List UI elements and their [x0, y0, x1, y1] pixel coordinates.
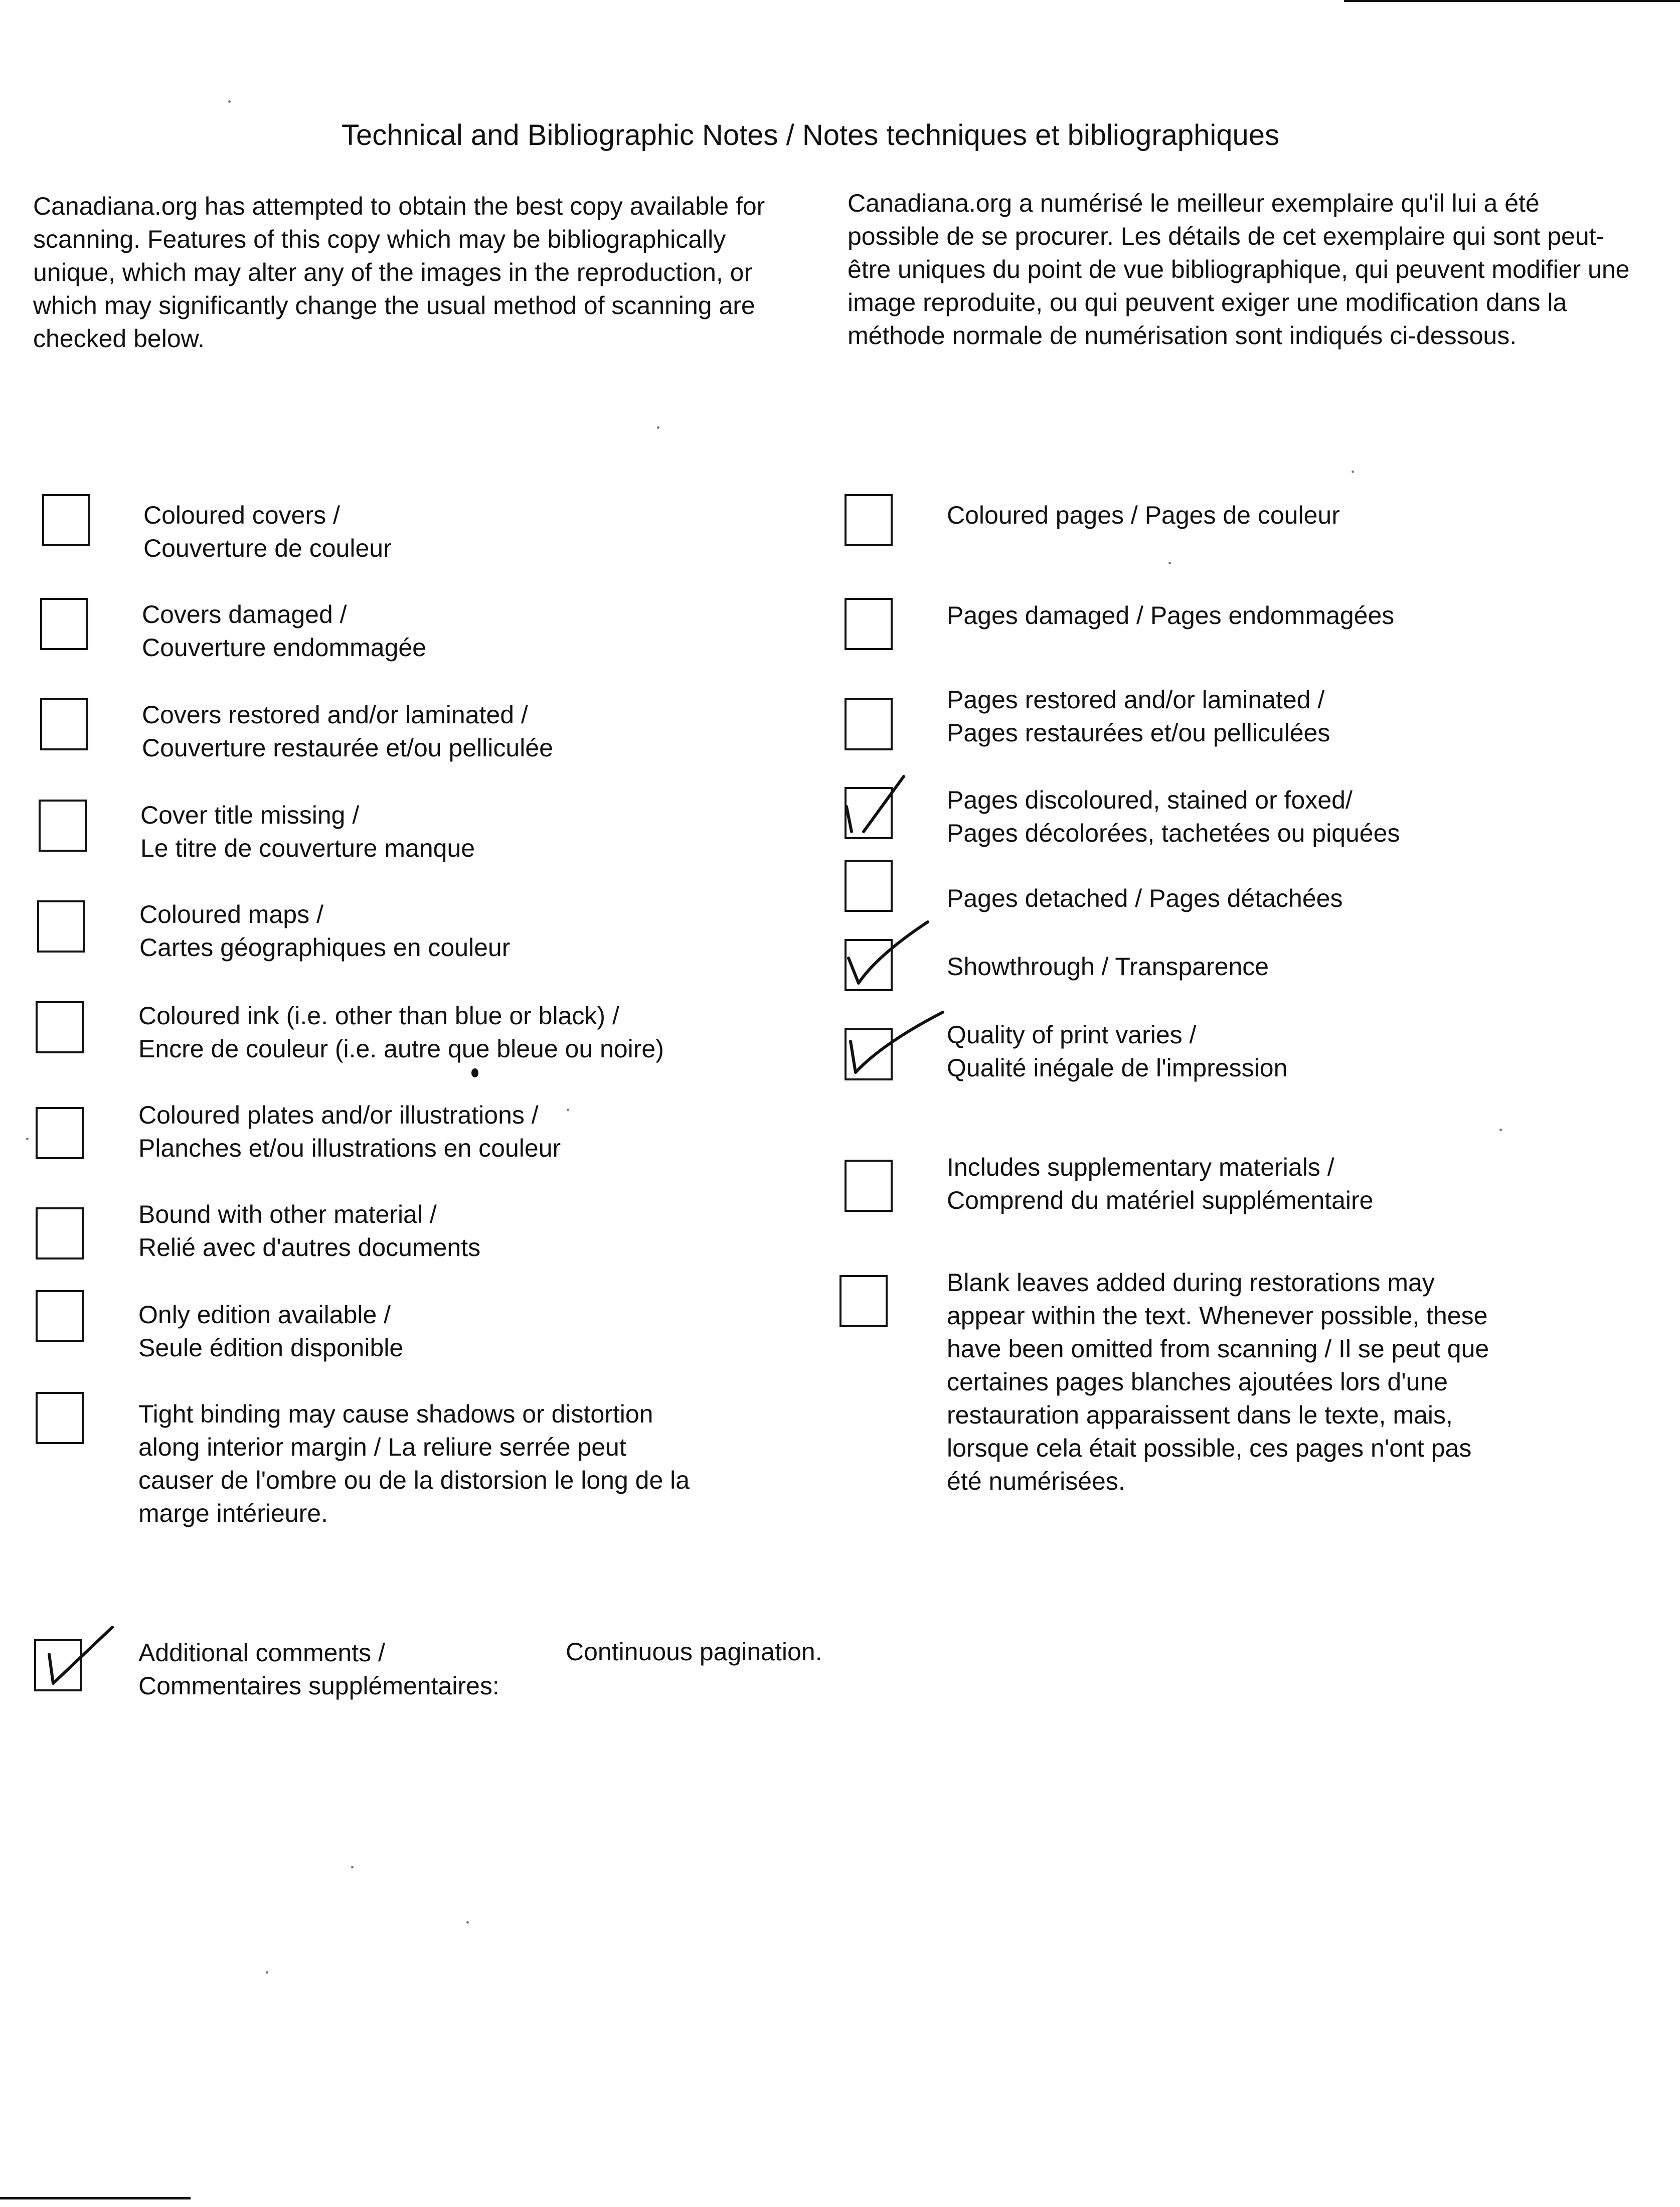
scan-speck: [266, 1971, 268, 1974]
checkmark-icon: [843, 920, 938, 1000]
label-coloured-plates: Coloured plates and/or illustrations / Planches et/ou illustrations en couleur: [138, 1101, 561, 1162]
label-additional-comments: Additional comments / Commentaires supplémentaires:: [138, 1639, 499, 1700]
checkbox-coloured-covers[interactable]: [42, 494, 90, 546]
checkbox-coloured-pages[interactable]: [845, 494, 893, 546]
checkbox-coloured-plates[interactable]: [36, 1107, 84, 1159]
checkbox-tight-binding[interactable]: [36, 1392, 84, 1444]
intro-french: Canadiana.org a numérisé le meilleur exemplaire qu'il lui a été possible de se procurer. Les détails de cet exemplaire qui sont peut-être uniques du point de vue bibliographique, qui peuvent modifier une image reproduite, ou qui peuvent exiger une modification dans la méthode normale de numérisation sont indiqués ci-dessous.: [848, 189, 1630, 350]
page-title: Technical and Bibliographic Notes / Notes techniques et bibliographiques: [341, 119, 1280, 151]
label-coloured-maps: Coloured maps / Cartes géographiques en couleur: [139, 900, 511, 962]
label-cover-title-missing: Cover title missing / Le titre de couverture manque: [140, 801, 475, 862]
checkbox-coloured-ink[interactable]: [36, 1001, 84, 1053]
scan-speck: [228, 100, 231, 103]
label-coloured-covers: Coloured covers / Couverture de couleur: [143, 501, 392, 562]
checkmark-icon: [34, 1619, 129, 1699]
checkmark-icon: [837, 772, 933, 853]
label-covers-restored: Covers restored and/or laminated / Couverture restaurée et/ou pelliculée: [142, 701, 553, 762]
label-tight-binding: Tight binding may cause shadows or distortion along interior margin / La reliure serrée peut causer de l'ombre ou de la distorsion le long de la marge intérieure.: [138, 1400, 690, 1527]
label-blank-leaves: Blank leaves added during restorations may appear within the text. Whenever possible, these have been omitted from scanning / Il se peut que certaines pages blanches ajoutées lors d'une restauration apparaissent dans le texte, mais, lorsque cela était possible, ces pages n'ont pas été numérisées.: [947, 1269, 1489, 1495]
scan-speck: [471, 1068, 478, 1077]
label-pages-detached: Pages detached / Pages détachées: [947, 884, 1343, 912]
bottom-edge-rule: [0, 2197, 191, 2199]
checkbox-covers-damaged[interactable]: [40, 598, 88, 650]
label-pages-restored: Pages restored and/or laminated / Pages restaurées et/ou pelliculées: [947, 686, 1330, 747]
scan-speck: [466, 1921, 469, 1924]
label-covers-damaged: Covers damaged / Couverture endommagée: [142, 600, 426, 662]
label-bound-with-other: Bound with other material / Relié avec d'autres documents: [138, 1200, 481, 1262]
checkbox-pages-damaged[interactable]: [845, 598, 893, 650]
checkbox-cover-title-missing[interactable]: [39, 800, 87, 852]
additional-comments-value: Continuous pagination.: [566, 1638, 822, 1666]
intro-english: Canadiana.org has attempted to obtain the best copy available for scanning. Features of this copy which may be bibliographically unique, which may alter any of the images in the reproduction, or which may significantly change the usual method of scanning are checked below.: [33, 192, 765, 353]
label-coloured-pages: Coloured pages / Pages de couleur: [947, 501, 1340, 529]
scan-speck: [657, 426, 659, 429]
label-pages-discoloured: Pages discoloured, stained or foxed/ Pages décolorées, tachetées ou piquées: [947, 786, 1400, 847]
checkbox-blank-leaves[interactable]: [839, 1275, 888, 1327]
checkbox-coloured-maps[interactable]: [37, 900, 85, 953]
label-showthrough: Showthrough / Transparence: [947, 953, 1269, 981]
scan-speck: [1352, 470, 1354, 473]
scan-speck: [1168, 562, 1171, 564]
checkbox-pages-restored[interactable]: [845, 698, 893, 750]
checkbox-supplementary[interactable]: [845, 1160, 893, 1212]
checkbox-pages-detached[interactable]: [845, 860, 893, 912]
checkbox-only-edition[interactable]: [36, 1290, 84, 1342]
label-only-edition: Only edition available / Seule édition disponible: [138, 1301, 404, 1362]
checkbox-bound-with-other[interactable]: [36, 1207, 84, 1259]
scan-speck: [351, 1866, 354, 1868]
scan-speck: [26, 1138, 29, 1140]
label-print-quality: Quality of print varies / Qualité inégale de l'impression: [947, 1021, 1288, 1082]
checkbox-covers-restored[interactable]: [40, 698, 88, 750]
top-edge-rule: [1344, 0, 1680, 2]
checkmark-icon: [843, 1008, 938, 1088]
label-pages-damaged: Pages damaged / Pages endommagées: [947, 601, 1395, 629]
label-coloured-ink: Coloured ink (i.e. other than blue or black) / Encre de couleur (i.e. autre que bleue ou noire): [138, 1002, 664, 1063]
label-supplementary: Includes supplementary materials / Comprend du matériel supplémentaire: [947, 1153, 1374, 1214]
scan-speck: [1499, 1129, 1502, 1131]
scan-speck: [567, 1109, 569, 1111]
